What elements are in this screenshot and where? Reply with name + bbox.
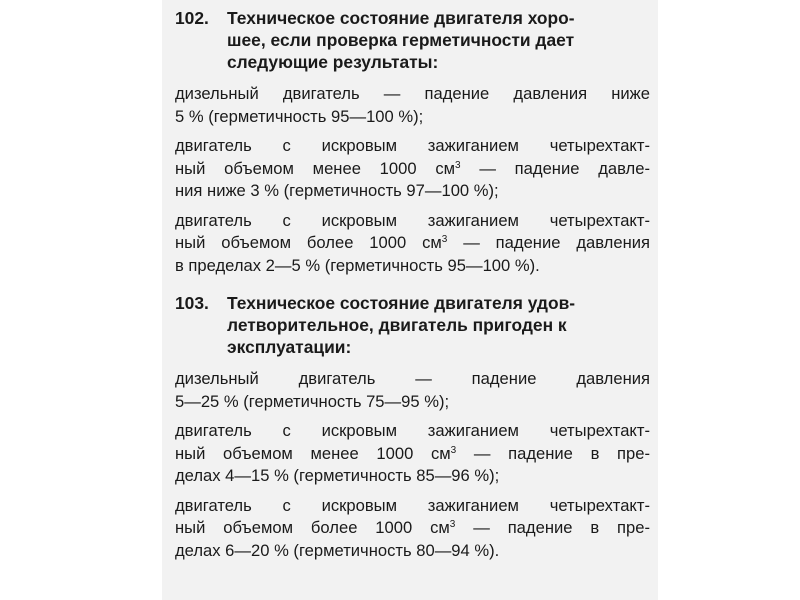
section-103 <box>175 292 650 562</box>
paragraph-spark-over-1000 <box>175 495 650 563</box>
text-line: ния ниже 3 % (герметичность 97—100 %); <box>175 181 499 200</box>
text-line: двигатель с искровым зажиганием четырехтакт- <box>175 421 650 440</box>
heading-line: Техническое состояние двигателя хоро- <box>227 8 575 28</box>
text-line: 5—25 % (герметичность 75—95 %); <box>175 391 450 411</box>
heading-line: Техническое состояние двигателя удов- <box>227 293 576 313</box>
paragraph-diesel <box>175 368 650 413</box>
section-title <box>227 7 650 73</box>
text-line: в пределах 2—5 % (герметичность 95—100 %). <box>175 255 540 275</box>
paragraph-diesel <box>175 83 650 128</box>
text-line: двигатель с искровым зажиганием четырехтакт- <box>175 136 650 155</box>
text-line: 5 % (герметичность 95—100 %); <box>175 106 424 126</box>
heading-line: шее, если проверка герметичности дает <box>227 30 575 50</box>
text-line: ный объемом более 1000 $см^3$ — падение в пре- <box>175 518 650 537</box>
text-line: двигатель с искровым зажиганием четырехтакт- <box>175 495 650 515</box>
document-page <box>162 0 658 600</box>
text-line: ный объемом менее 1000 $см^3$ — падение в пре- <box>175 443 650 463</box>
heading-line: следующие результаты: <box>227 52 439 72</box>
paragraph-spark-under-1000 <box>175 420 650 488</box>
text-line: дизельный двигатель — падение давления <box>175 369 650 388</box>
text-line: ный объемом более 1000 $см^3$ — падение давления <box>175 233 650 252</box>
section-title <box>227 292 650 358</box>
paragraph-spark-over-1000 <box>175 210 650 278</box>
text-line: дизельный двигатель — падение давления ниже <box>175 84 650 103</box>
section-102 <box>175 7 650 277</box>
text-line: ный объемом менее 1000 $см^3$ — падение давле- <box>175 158 650 178</box>
paragraph-spark-under-1000 <box>175 135 650 203</box>
heading-line: летворительное, двигатель пригоден к <box>227 315 567 335</box>
section-number: 102. <box>175 8 209 28</box>
heading-line: эксплуатации: <box>227 337 352 357</box>
section-heading <box>175 292 650 358</box>
section-heading <box>175 7 650 73</box>
text-line: делах 6—20 % (герметичность 80—94 %). <box>175 540 500 560</box>
section-number: 103. <box>175 293 209 313</box>
text-line: делах 4—15 % (герметичность 85—96 %); <box>175 466 500 485</box>
text-line: двигатель с искровым зажиганием четырехтакт- <box>175 210 650 230</box>
